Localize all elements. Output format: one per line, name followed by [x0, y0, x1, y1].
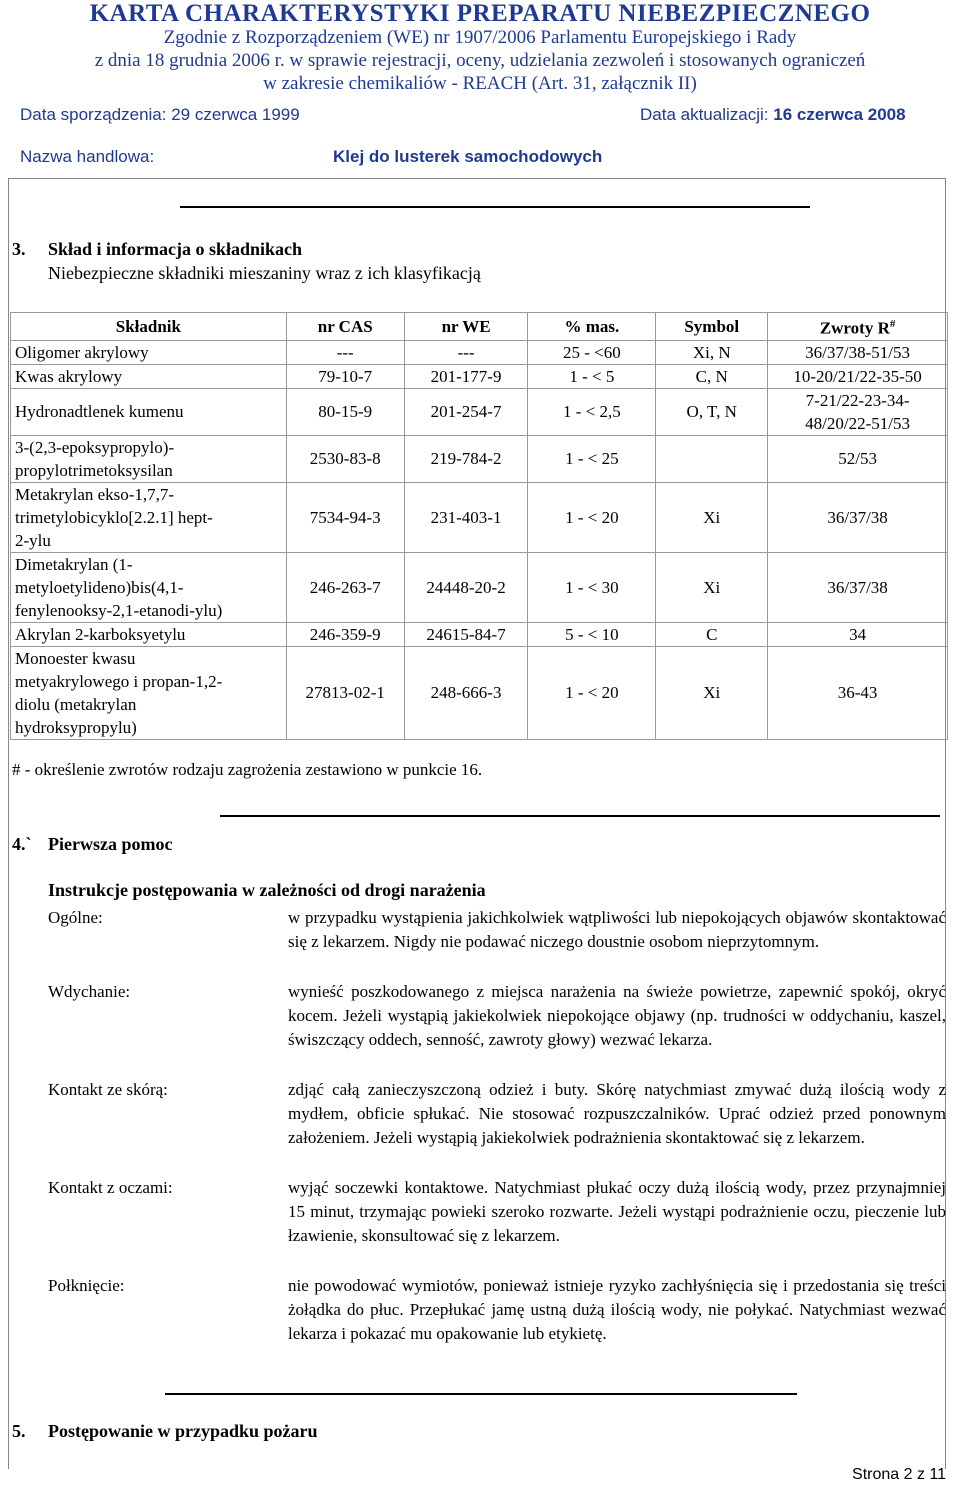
composition-table: [10, 312, 948, 740]
table-row: [11, 482, 948, 552]
cell-r-phrases: 34: [768, 622, 948, 646]
cell-component: 3-(2,3-epoksypropylo)- propylotrimetoksysilan: [11, 435, 287, 482]
cell-cas: 80-15-9: [286, 388, 404, 435]
section-4-number: 4.`: [12, 834, 32, 854]
cell-component: Akrylan 2-karboksyetylu: [11, 622, 287, 646]
date-created: Data sporządzenia: 29 czerwca 1999: [20, 105, 300, 124]
cell-mass: 1 - < 5: [528, 364, 656, 388]
instruction-label: Wdychanie:: [48, 982, 131, 1001]
cell-r-phrases: 7-21/22-23-34- 48/20/22-51/53: [768, 388, 948, 435]
regulation-line-1: Zgodnie z Rozporządzeniem (WE) nr 1907/2006 Parlamentu Europejskiego i Rady: [163, 27, 797, 48]
cell-cas: 246-263-7: [286, 552, 404, 622]
divider: [220, 815, 940, 817]
cell-r-phrases: 36-43: [768, 646, 948, 739]
divider: [165, 1393, 797, 1395]
cell-symbol: Xi: [656, 552, 768, 622]
cell-mass: 5 - < 10: [528, 622, 656, 646]
cell-cas: ---: [286, 340, 404, 364]
instruction-text: w przypadku wystąpienia jakichkolwiek wątpliwości lub niepokojących objawów skontaktować się z lekarzem. Nigdy nie podawać niczego doustnie osobom nieprzytomnym.: [288, 908, 946, 951]
cell-we: 24448-20-2: [404, 552, 528, 622]
composition-table-body: [11, 340, 948, 739]
table-row: [11, 364, 948, 388]
cell-cas: 2530-83-8: [286, 435, 404, 482]
cell-symbol: Xi: [656, 646, 768, 739]
instruction-label: Kontakt z oczami:: [48, 1178, 173, 1197]
cell-we: 201-177-9: [404, 364, 528, 388]
cell-symbol: O, T, N: [656, 388, 768, 435]
cell-cas: 27813-02-1: [286, 646, 404, 739]
trade-name-value: Klej do lusterek samochodowych: [333, 147, 603, 166]
cell-component: Kwas akrylowy: [11, 364, 287, 388]
document-title: KARTA CHARAKTERYSTYKI PREPARATU NIEBEZPIECZNEGO: [89, 0, 871, 27]
cell-cas: 7534-94-3: [286, 482, 404, 552]
section-4-title: Pierwsza pomoc: [48, 834, 173, 854]
date-updated-label: Data aktualizacji:: [640, 105, 769, 124]
instruction-text: wynieść poszkodowanego z miejsca narażenia na świeże powietrze, zapewnić spokój, okryć kocem. Jeżeli wystąpią jakiekolwiek niepokojące objawy (np. trudności w oddychaniu, kaszel, świszczący oddech, senność, zawroty głowy) wezwać lekarza.: [288, 982, 946, 1049]
instruction-label: Kontakt ze skórą:: [48, 1080, 168, 1099]
col-header-symbol: Symbol: [656, 313, 768, 341]
cell-symbol: Xi, N: [656, 340, 768, 364]
table-row: [11, 340, 948, 364]
cell-mass: 25 - <60: [528, 340, 656, 364]
cell-mass: 1 - < 20: [528, 482, 656, 552]
col-header-r-phrases: [768, 313, 948, 341]
section-5-title: Postępowanie w przypadku pożaru: [48, 1421, 318, 1441]
cell-we: 231-403-1: [404, 482, 528, 552]
page-number: Strona 2 z 11: [852, 1466, 946, 1483]
cell-we: 201-254-7: [404, 388, 528, 435]
date-updated: [640, 105, 906, 125]
table-row: [11, 646, 948, 739]
table-row: [11, 388, 948, 435]
divider: [180, 206, 810, 208]
section-5-number: 5.: [12, 1421, 26, 1441]
cell-r-phrases: 36/37/38-51/53: [768, 340, 948, 364]
r-footnote-mark: #: [889, 318, 896, 330]
cell-r-phrases: 52/53: [768, 435, 948, 482]
cell-component: Oligomer akrylowy: [11, 340, 287, 364]
instruction-text: wyjąć soczewki kontaktowe. Natychmiast płukać oczy dużą ilością wody, przez przynajmniej 15 minut, trzymając powieki szeroko rozwarte. Jeżeli wystąpi podrażnienie oczu, pieczenie lub łzawienie, skonsultować się z lekarzem.: [288, 1178, 946, 1245]
cell-r-phrases: 10-20/21/22-35-50: [768, 364, 948, 388]
cell-symbol: [656, 435, 768, 482]
section-3-title: Skład i informacja o składnikach: [48, 239, 303, 259]
section-3-subtitle: Niebezpieczne składniki mieszaniny wraz z ich klasyfikacją: [48, 263, 481, 283]
cell-we: 219-784-2: [404, 435, 528, 482]
table-row: [11, 435, 948, 482]
cell-component: Monoester kwasu metyakrylowego i propan-1,2- diolu (metakrylan hydroksypropylu): [11, 646, 287, 739]
cell-mass: 1 - < 2,5: [528, 388, 656, 435]
cell-we: 24615-84-7: [404, 622, 528, 646]
regulation-line-3: w zakresie chemikaliów - REACH (Art. 31, załącznik II): [263, 73, 697, 94]
table-row: [11, 622, 948, 646]
cell-symbol: C, N: [656, 364, 768, 388]
cell-r-phrases: 36/37/38: [768, 552, 948, 622]
instruction-text: nie powodować wymiotów, ponieważ istnieje ryzyko zachłyśnięcia się i przedostania się treści żołądka do płuc. Przepłukać jamę ustną dużą ilością wody, nie połykać. Natychmiast wezwać lekarza i pokazać mu opakowanie lub etykietę.: [288, 1276, 946, 1343]
col-header-component: Składnik: [11, 313, 287, 341]
table-header-row: [11, 313, 948, 341]
cell-mass: 1 - < 25: [528, 435, 656, 482]
date-updated-value: 16 czerwca 2008: [773, 105, 906, 124]
regulation-line-2: z dnia 18 grudnia 2006 r. w sprawie rejestracji, oceny, udzielania zezwoleń i stosowanych ograniczeń: [94, 50, 866, 71]
cell-symbol: Xi: [656, 482, 768, 552]
section-4-subtitle: Instrukcje postępowania w zależności od drogi narażenia: [48, 880, 486, 900]
instruction-label: Ogólne:: [48, 908, 103, 927]
cell-we: ---: [404, 340, 528, 364]
col-header-cas: nr CAS: [286, 313, 404, 341]
table-row: [11, 552, 948, 622]
instruction-text: zdjąć całą zanieczyszczoną odzież i buty. Skórę natychmiast zmywać dużą ilością wody z mydłem, obficie spłukać. Nie stosować rozpuszczalników. Uprać odzież przed ponownym założeniem. Jeżeli wystąpią jakiekolwiek podrażnienia skontaktować się z lekarzem.: [288, 1080, 946, 1147]
r-phrases-footnote: # - określenie zwrotów rodzaju zagrożenia zestawiono w punkcie 16.: [12, 760, 483, 779]
col-header-we: nr WE: [404, 313, 528, 341]
cell-component: Dimetakrylan (1- metyloetylideno)bis(4,1- fenylenooksy-2,1-etanodi-ylu): [11, 552, 287, 622]
trade-name-label: Nazwa handlowa:: [20, 147, 155, 166]
cell-mass: 1 - < 20: [528, 646, 656, 739]
col-header-r-label: Zwroty R: [819, 318, 890, 338]
cell-component: Hydronadtlenek kumenu: [11, 388, 287, 435]
cell-symbol: C: [656, 622, 768, 646]
cell-r-phrases: 36/37/38: [768, 482, 948, 552]
section-3-number: 3.: [12, 239, 26, 259]
cell-we: 248-666-3: [404, 646, 528, 739]
instruction-label: Połknięcie:: [48, 1276, 125, 1295]
cell-mass: 1 - < 30: [528, 552, 656, 622]
col-header-mass: % mas.: [528, 313, 656, 341]
cell-cas: 79-10-7: [286, 364, 404, 388]
cell-cas: 246-359-9: [286, 622, 404, 646]
cell-component: Metakrylan ekso-1,7,7- trimetylobicyklo[2.2.1] hept- 2-ylu: [11, 482, 287, 552]
